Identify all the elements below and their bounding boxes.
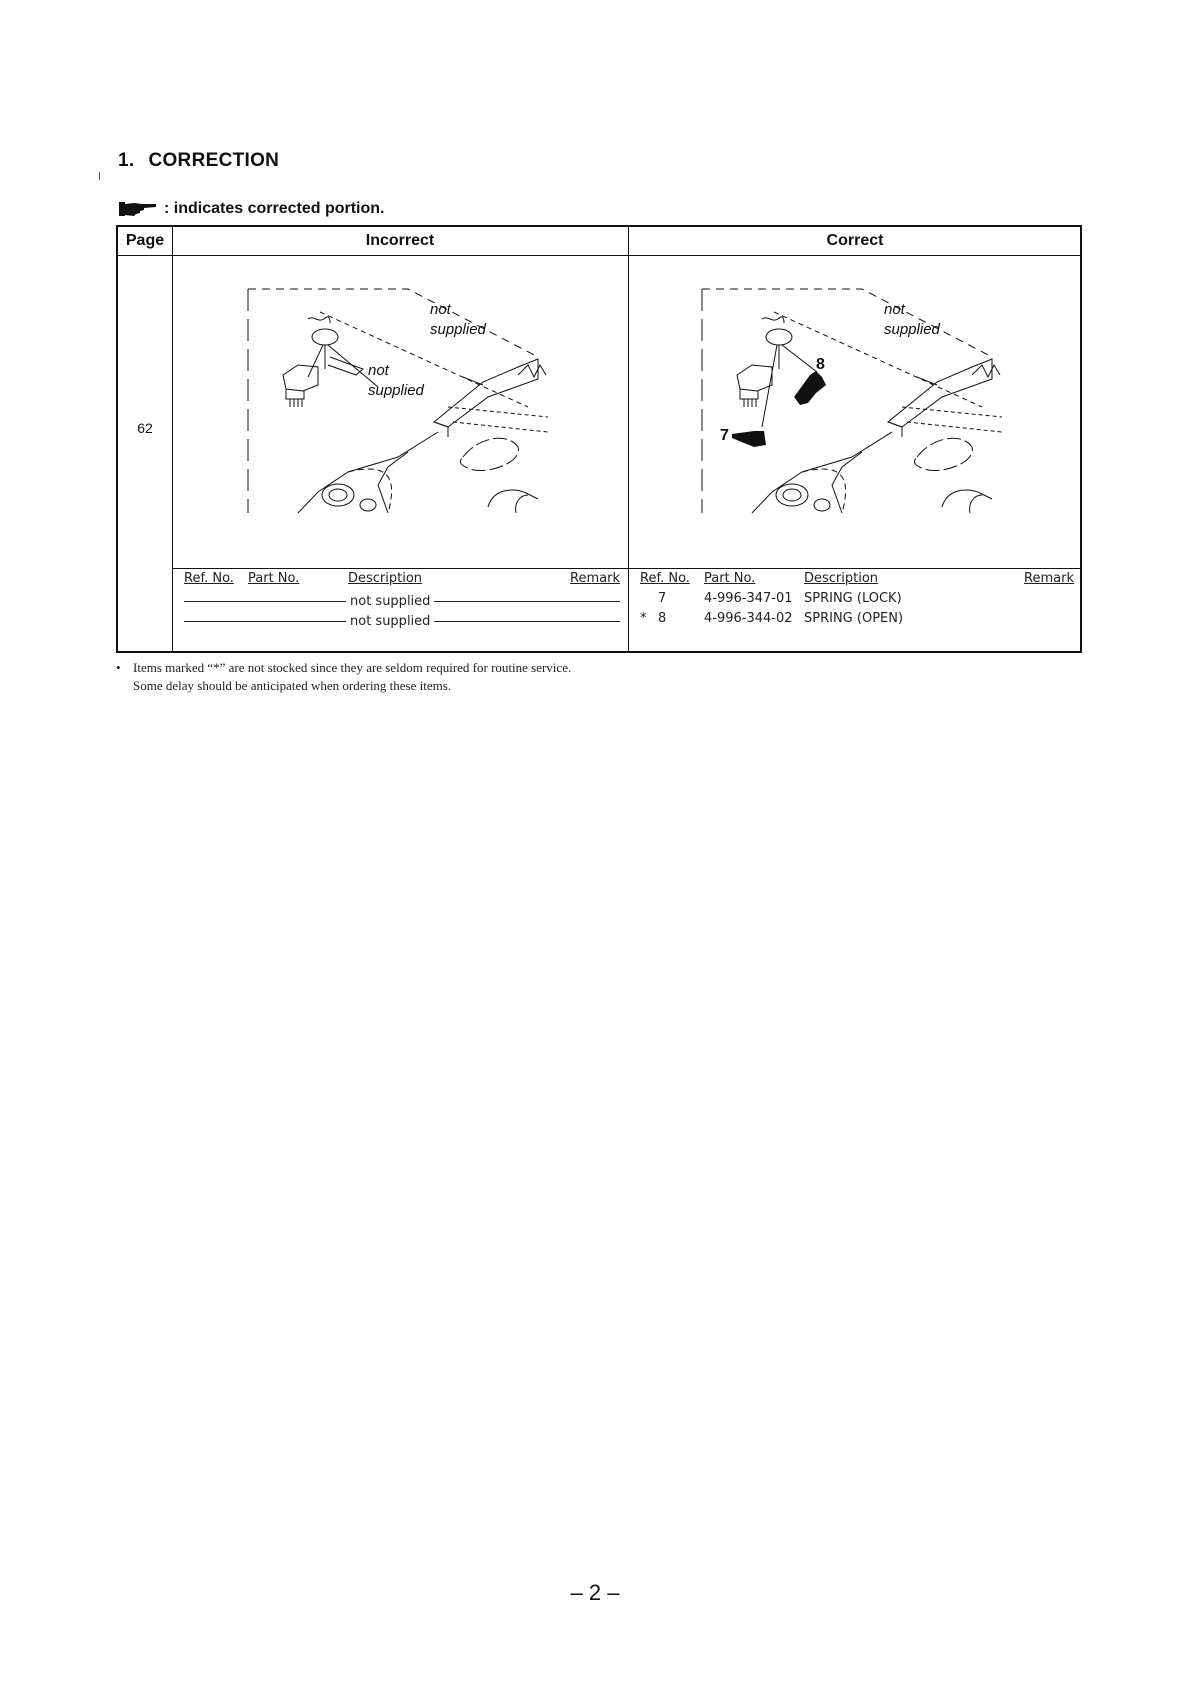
col-ref-no: Ref. No. bbox=[184, 571, 234, 586]
margin-mark bbox=[99, 172, 100, 180]
pointing-hand-icon bbox=[118, 201, 158, 217]
note-line-1: Items marked “*” are not stocked since they are seldom required for routine service. bbox=[133, 660, 572, 675]
col-ref-no: Ref. No. bbox=[640, 571, 690, 586]
correct-figure bbox=[692, 257, 1032, 542]
parts-row bbox=[640, 591, 1074, 611]
incorrect-label-not-1: not bbox=[430, 301, 451, 318]
parts-row bbox=[184, 611, 620, 631]
correct-parts-list bbox=[640, 571, 1074, 631]
section-heading bbox=[118, 150, 279, 172]
incorrect-parts-list bbox=[184, 571, 620, 631]
part-description: not supplied bbox=[350, 593, 431, 609]
page-footer: – 2 – bbox=[570, 1580, 620, 1605]
pointing-hand-icon bbox=[794, 371, 826, 405]
header-page: Page bbox=[125, 232, 165, 249]
section-number: 1. bbox=[118, 150, 135, 171]
correction-table bbox=[116, 225, 1082, 653]
legend bbox=[118, 200, 384, 218]
note-line-2: Some delay should be anticipated when ordering these items. bbox=[133, 678, 452, 693]
header-incorrect: Incorrect bbox=[365, 232, 435, 249]
correct-diagram bbox=[692, 257, 1032, 537]
header-correct: Correct bbox=[826, 232, 884, 249]
blank-rule bbox=[434, 621, 620, 622]
callout-7: 7 bbox=[720, 427, 729, 444]
part-description: SPRING (OPEN) bbox=[804, 611, 904, 626]
parts-row bbox=[640, 611, 1074, 631]
stock-mark: * bbox=[640, 611, 647, 626]
ref-number: 8 bbox=[658, 611, 667, 626]
col-part-no: Part No. bbox=[248, 571, 300, 586]
correct-label-supplied: supplied bbox=[884, 321, 940, 338]
legend-text: : indicates corrected portion. bbox=[164, 200, 385, 217]
page-reference: 62 bbox=[137, 420, 153, 436]
note-bullet: • bbox=[116, 660, 121, 675]
incorrect-label-supplied-2: supplied bbox=[368, 382, 424, 399]
part-description: SPRING (LOCK) bbox=[804, 591, 902, 606]
correct-label-not: not bbox=[884, 301, 905, 318]
parts-header bbox=[640, 571, 1074, 591]
col-divider-center bbox=[628, 227, 629, 651]
col-remark: Remark bbox=[1024, 571, 1074, 586]
callout-8: 8 bbox=[816, 356, 825, 373]
col-description: Description bbox=[804, 571, 879, 586]
parts-row bbox=[184, 591, 620, 611]
col-divider-page bbox=[172, 227, 173, 651]
incorrect-label-not-2: not bbox=[368, 362, 389, 379]
blank-rule bbox=[184, 601, 346, 602]
pointing-hand-icon bbox=[732, 431, 766, 447]
figure-divider bbox=[172, 568, 1080, 569]
col-remark: Remark bbox=[570, 571, 620, 586]
incorrect-figure bbox=[238, 257, 578, 542]
header-divider bbox=[118, 255, 1080, 256]
part-description: not supplied bbox=[350, 613, 431, 629]
parts-header bbox=[184, 571, 620, 591]
section-title: CORRECTION bbox=[148, 150, 280, 171]
incorrect-diagram bbox=[238, 257, 578, 537]
blank-rule bbox=[434, 601, 620, 602]
ref-number: 7 bbox=[658, 591, 667, 606]
part-number: 4-996-347-01 bbox=[704, 591, 793, 606]
col-description: Description bbox=[348, 571, 423, 586]
part-number: 4-996-344-02 bbox=[704, 611, 793, 626]
blank-rule bbox=[184, 621, 346, 622]
incorrect-label-supplied-1: supplied bbox=[430, 321, 486, 338]
col-part-no: Part No. bbox=[704, 571, 756, 586]
